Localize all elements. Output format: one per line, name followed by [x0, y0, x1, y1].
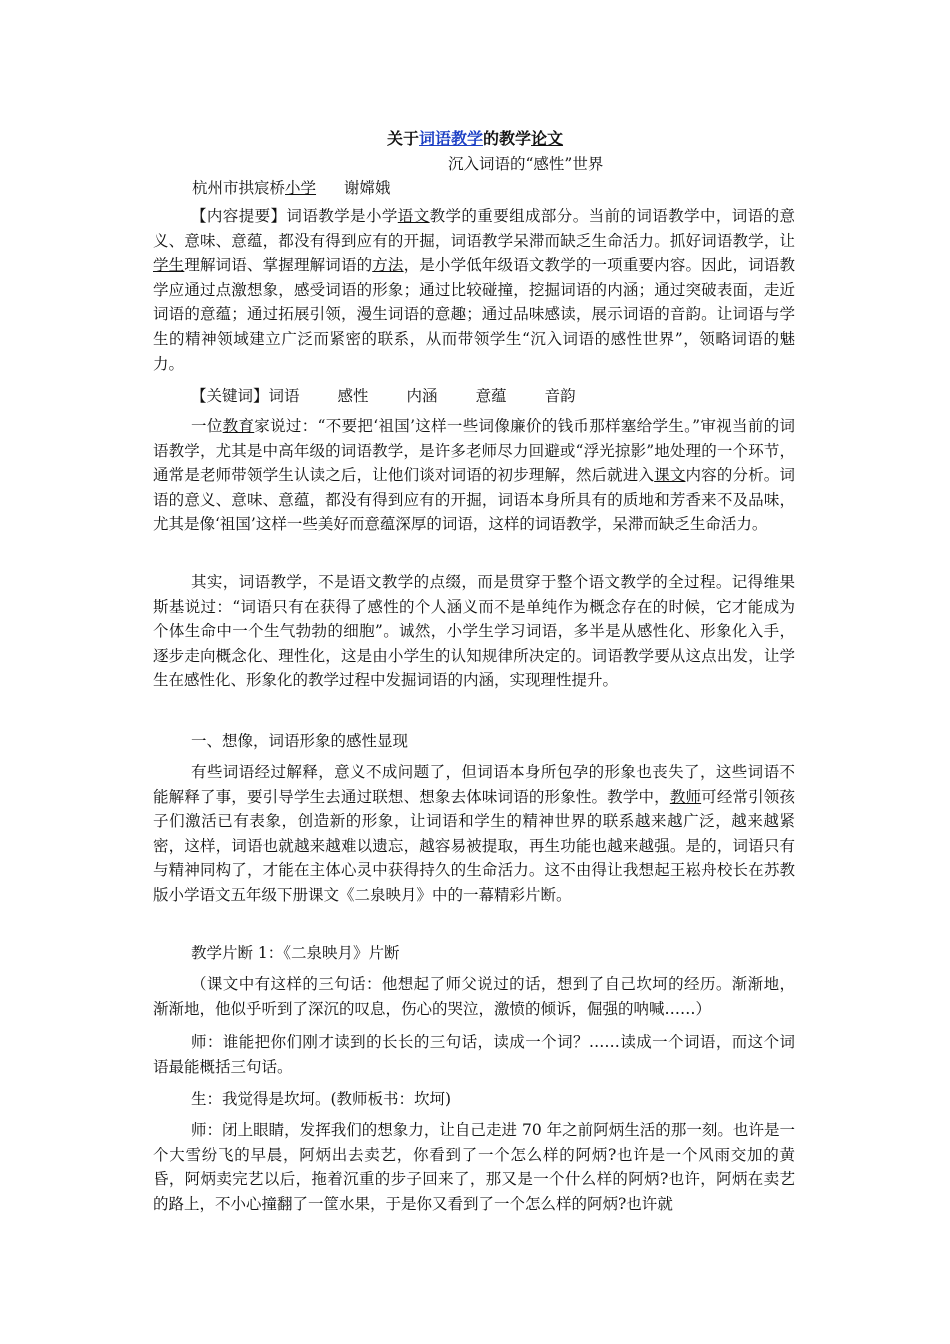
keywords-label: 【关键词】	[191, 387, 269, 405]
abstract-paragraph	[153, 204, 795, 376]
teaching-fragment-title: 教学片断 1：《二泉映月》片断	[191, 944, 400, 962]
abstract-link-fangfa[interactable]: 方法	[372, 256, 404, 275]
abstract-text: 教学的重要组成部分。当前的词语教学中，词语的意义、意味、意蕴，都没有得到应有的开掘，词语教学呆滞而缺乏生命活力。抓好词语教学，让	[153, 207, 795, 250]
keyword: 内涵	[406, 387, 438, 405]
author-school-link[interactable]: 小学	[285, 179, 317, 197]
body-paragraph-6: 生：我觉得是坎坷。(教师板书：坎坷)	[191, 1090, 452, 1108]
author-line	[192, 178, 391, 198]
keyword: 词语	[268, 387, 300, 405]
keywords-line	[153, 384, 795, 409]
author-name: 谢嫦娥	[344, 179, 391, 197]
author-school: 杭州市拱宸桥	[192, 179, 286, 197]
body-text: 内容的分析。词语的意义、意味、意蕴，都没有得到应有的开掘，词语本身所具有的质地和芳香来不及品味，尤其是像‘祖国’这样一些美好而意蕴深厚的词语，这样的词语教学，呆滞而缺乏生命活力。	[153, 466, 795, 534]
body-text: 可经常引领孩子们激活已有表象，创造新的形象，让词语和学生的精神世界的联系越来越广泛，越来越紧密，这样，词语也就越来越难以遗忘，越容易被提取，再生功能也越来越强。是的，词语只有与精神同构了，才能在主体心灵中获得持久的生命活力。这不由得让我想起王崧舟校长在苏教版小学语文五年级下册课文《二泉映月》中的一幕精彩片断。	[153, 787, 795, 904]
title-prefix: 关于	[386, 129, 419, 148]
body-paragraph-5: 师：谁能把你们刚才读到的长长的三句话，读成一个词？……读成一个词语，而这个词语最能概括三句话。	[153, 1033, 795, 1076]
keyword: 意蕴	[475, 387, 507, 405]
abstract-link-xuesheng[interactable]: 学生	[153, 256, 185, 275]
body-link-jiaoshi[interactable]: 教师	[669, 787, 702, 806]
document-subtitle: 沉入词语的“感性”世界	[448, 155, 604, 173]
body-text: 家说过：“不要把‘祖国’这样一些词像廉价的钱币那样塞给学生。”审视当前的词语教学，尤其是中高年级的词语教学，是许多老师尽力回避或“浮光掠影”地处理的一个环节，通常是老师带领学生认读之后，让他们谈对词语的初步理解，然后就进入	[153, 417, 795, 485]
title-middle: 的教学	[483, 129, 532, 148]
keyword: 感性	[337, 387, 369, 405]
abstract-text: 【内容提要】词语教学是小学	[191, 207, 398, 225]
body-paragraph-3	[153, 760, 795, 908]
title-link[interactable]: 词语教学	[418, 129, 483, 148]
body-text: 有些词语经过解释，意义不成问题了，但词语本身所包孕的形象也丧失了，这些词语不能解释了事，要引导学生去通过联想、想象去体味词语的形象性。教学中，	[153, 763, 795, 806]
title-link-paper[interactable]: 论文	[531, 129, 564, 148]
body-paragraph-2: 其实，词语教学，不是语文教学的点缀，而是贯穿于整个语文教学的全过程。记得维果斯基说过：“词语只有在获得了感性的个人涵义而不是单纯作为概念存在的时候，它才能成为个体生命中一个生气勃勃的细胞”。诚然，小学生学习词语，多半是从感性化、形象化入手，逐步走向概念化、理性化，这是由小学生的认知规律所决定的。词语教学要从这点出发，让学生在感性化、形象化的教学过程中发掘词语的内涵，实现理性提升。	[153, 573, 795, 690]
keyword: 音韵	[544, 387, 576, 405]
body-paragraph-1	[153, 414, 795, 537]
body-text: 一位	[191, 417, 223, 435]
abstract-link-yuwen[interactable]: 语文	[397, 207, 430, 225]
section-heading-1: 一、想像，词语形象的感性显现	[191, 732, 409, 750]
abstract-text: 理解词语、掌握理解词语的	[184, 256, 373, 275]
abstract-text: ，是小学低年级语文教学的一项重要内容。因此，词语教学应通过点激想象，感受词语的形象；通过比较碰撞，挖掘词语的内涵；通过突破表面，走近词语的意蕴；通过拓展引领，漫生词语的意趣；通过品味感读，展示词语的音韵。让词语与学生的精神领域建立广泛而紧密的联系，从而带领学生“沉入词语的感性世界”，领略词语的魅力。	[153, 256, 795, 373]
document-title	[0, 129, 950, 149]
body-paragraph-4: （课文中有这样的三句话：他想起了师父说过的话，想到了自己坎坷的经历。渐渐地，渐渐地，他似乎听到了深沉的叹息，伤心的哭泣，激愤的倾诉，倔强的呐喊……）	[153, 975, 795, 1018]
body-paragraph-7: 师：闭上眼睛，发挥我们的想象力，让自己走进 70 年之前阿炳生活的那一刻。也许是一个大雪纷飞的早晨，阿炳出去卖艺，你看到了一个怎么样的阿炳?也许是一个风雨交加的黄昏，阿炳卖完艺以后，拖着沉重的步子回来了，那又是一个什么样的阿炳?也许，阿炳在卖艺的路上，不小心撞翻了一筐水果，于是你又看到了一个怎么样的阿炳?也许就	[153, 1121, 795, 1213]
body-link-jiaoyu[interactable]: 教育	[222, 417, 255, 435]
body-link-kewen[interactable]: 课文	[654, 466, 686, 485]
